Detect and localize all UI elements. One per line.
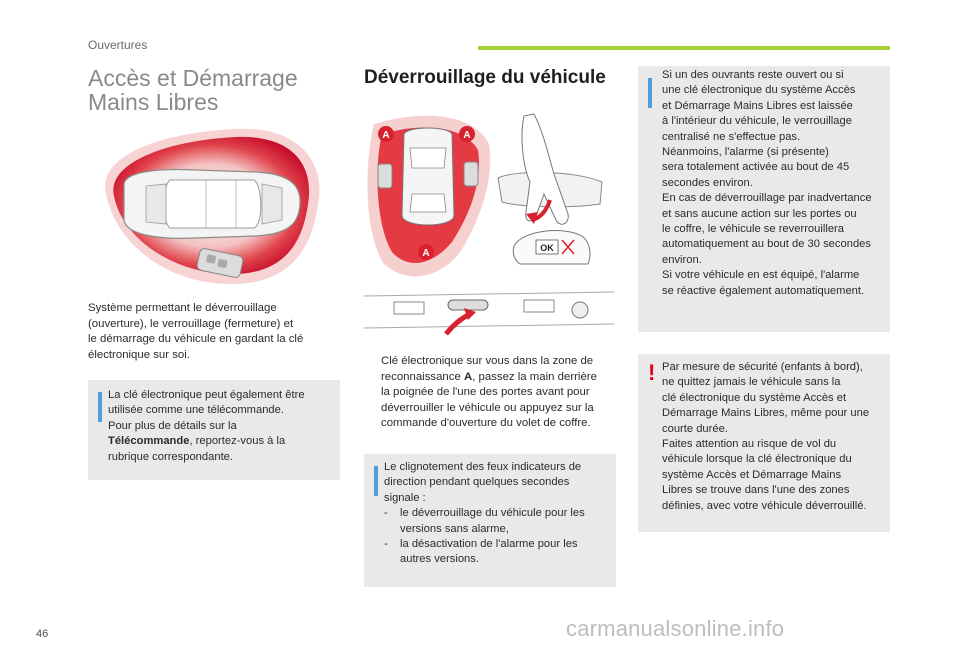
intro-line: électronique sur soi. xyxy=(88,348,190,361)
page-title xyxy=(88,66,298,114)
info-icon xyxy=(98,392,102,422)
page-number: 46 xyxy=(36,628,49,640)
section-accent-bar xyxy=(478,46,890,50)
instruction-line xyxy=(381,370,614,386)
info-line: une clé électronique du système Accès xyxy=(662,84,856,97)
info-line: et Démarrage Mains Libres est laissée xyxy=(662,99,853,112)
warning-line: Libres se trouve dans l'une des zones xyxy=(662,484,850,497)
key-icon-left xyxy=(378,164,392,188)
info-line: Si votre véhicule en est équipé, l'alarme xyxy=(662,269,860,282)
zone-label-a-right xyxy=(459,126,475,142)
info-line: environ. xyxy=(662,253,702,266)
watermark: carmanualsonline.info xyxy=(566,616,785,641)
info-line: et sans aucune action sur les portes ou xyxy=(662,207,857,220)
zone-label-a-bottom xyxy=(418,244,434,260)
info-line: utilisée comme une télécommande. xyxy=(108,404,284,417)
warning-line: ne quittez jamais le véhicule sans la xyxy=(662,376,841,389)
intro-paragraph xyxy=(88,301,338,363)
zone-label-a-left xyxy=(378,126,394,142)
info-line: automatiquement au bout de 30 secondes xyxy=(662,238,871,251)
info-item-line: la désactivation de l'alarme pour les xyxy=(400,538,578,551)
page-title-line1: Accès et Démarrage xyxy=(88,65,298,91)
hand-on-door-handle xyxy=(498,114,602,224)
info-line: le coffre, le véhicule se reverrouillera xyxy=(662,223,844,236)
info-line: rubrique correspondante. xyxy=(108,450,234,463)
intro-line: (ouverture), le verrouillage (fermeture) et xyxy=(88,317,294,330)
warning-line: clé électronique du système Accès et xyxy=(662,391,847,404)
warning-line: définies, avec votre véhicule déverrouillé. xyxy=(662,499,867,512)
info-line: Néanmoins, l'alarme (si présente) xyxy=(662,146,829,159)
zone-reference: A xyxy=(463,370,473,383)
instruction-text: reconnaissance xyxy=(381,370,464,383)
key-icon-right xyxy=(464,162,478,186)
info-item-line: autres versions. xyxy=(400,553,479,566)
info-list-item xyxy=(384,506,612,537)
info-box-right xyxy=(638,66,890,332)
info-item-line: le déverrouillage du véhicule pour les xyxy=(400,507,585,520)
svg-text:OK: OK xyxy=(540,243,554,253)
info-icon xyxy=(374,466,378,496)
instruction-text: , passez la main derrière xyxy=(472,370,597,383)
info-line: Pour plus de détails sur la xyxy=(108,419,237,432)
page-title-line2: Mains Libres xyxy=(88,89,219,115)
info-icon xyxy=(648,78,652,108)
dash-marker: - xyxy=(384,538,388,551)
instruction-line: la poignée de l'une des portes avant pour xyxy=(381,386,590,398)
svg-text:A: A xyxy=(382,130,390,141)
info-line: secondes environ. xyxy=(662,176,753,189)
info-line: se réactive également automatiquement. xyxy=(662,284,865,297)
info-box-middle xyxy=(364,454,616,587)
info-box-left xyxy=(88,380,340,480)
instruction-line: commande d'ouverture du volet de coffre. xyxy=(381,417,591,429)
info-line: En cas de déverrouillage par inadvertance xyxy=(662,192,872,205)
unlock-zone-illustration xyxy=(364,104,614,284)
info-item-line: versions sans alarme, xyxy=(400,522,509,535)
warning-line: Faites attention au risque de vol du xyxy=(662,438,837,451)
info-line: centralisé ne s'effectue pas. xyxy=(662,130,801,143)
info-line: Si un des ouvrants reste ouvert ou si xyxy=(662,69,844,81)
instruction-line: Clé électronique sur vous dans la zone de xyxy=(381,355,594,367)
info-line: sera totalement activée au bout de 45 xyxy=(662,161,850,174)
warning-line: Démarrage Mains Libres, même pour une xyxy=(662,407,870,420)
unlock-instruction xyxy=(364,354,614,432)
instruction-line: déverrouiller le véhicule ou appuyez sur la xyxy=(381,401,594,414)
info-line: direction pendant quelques secondes xyxy=(384,476,570,489)
info-line: signale : xyxy=(384,491,426,504)
section-label: Ouvertures xyxy=(88,38,148,52)
info-line: La clé électronique peut également être xyxy=(108,389,305,401)
info-line: à l'intérieur du véhicule, le verrouillage xyxy=(662,115,852,128)
warning-line: système Accès et Démarrage Mains xyxy=(662,468,842,481)
warning-icon: ! xyxy=(648,360,656,385)
info-text: , reportez-vous à la xyxy=(189,435,286,448)
section-title: Déverrouillage du véhicule xyxy=(364,67,606,88)
warning-line: courte durée. xyxy=(662,422,728,435)
intro-line: Système permettant le déverrouillage xyxy=(88,302,277,314)
info-bold: Télécommande xyxy=(108,435,190,448)
info-line xyxy=(108,434,334,449)
warning-line: véhicule lorsque la clé électronique du xyxy=(662,453,852,466)
car-top-view xyxy=(124,170,300,239)
car-top-view-small xyxy=(402,128,454,225)
warning-text-block xyxy=(662,360,888,514)
intro-line: le démarrage du véhicule en gardant la clé xyxy=(88,333,304,345)
dash-marker: - xyxy=(384,507,388,520)
info-list-item xyxy=(384,537,612,568)
tailgate-switch-illustration xyxy=(364,288,614,344)
svg-text:A: A xyxy=(463,130,471,141)
ok-car-badge xyxy=(513,231,590,264)
car-zone-illustration xyxy=(86,124,342,290)
info-text-block xyxy=(662,68,888,299)
svg-text:A: A xyxy=(422,248,430,259)
warning-line: Par mesure de sécurité (enfants à bord), xyxy=(662,361,863,373)
info-line: Le clignotement des feux indicateurs de xyxy=(384,461,582,473)
warning-box xyxy=(638,354,890,532)
